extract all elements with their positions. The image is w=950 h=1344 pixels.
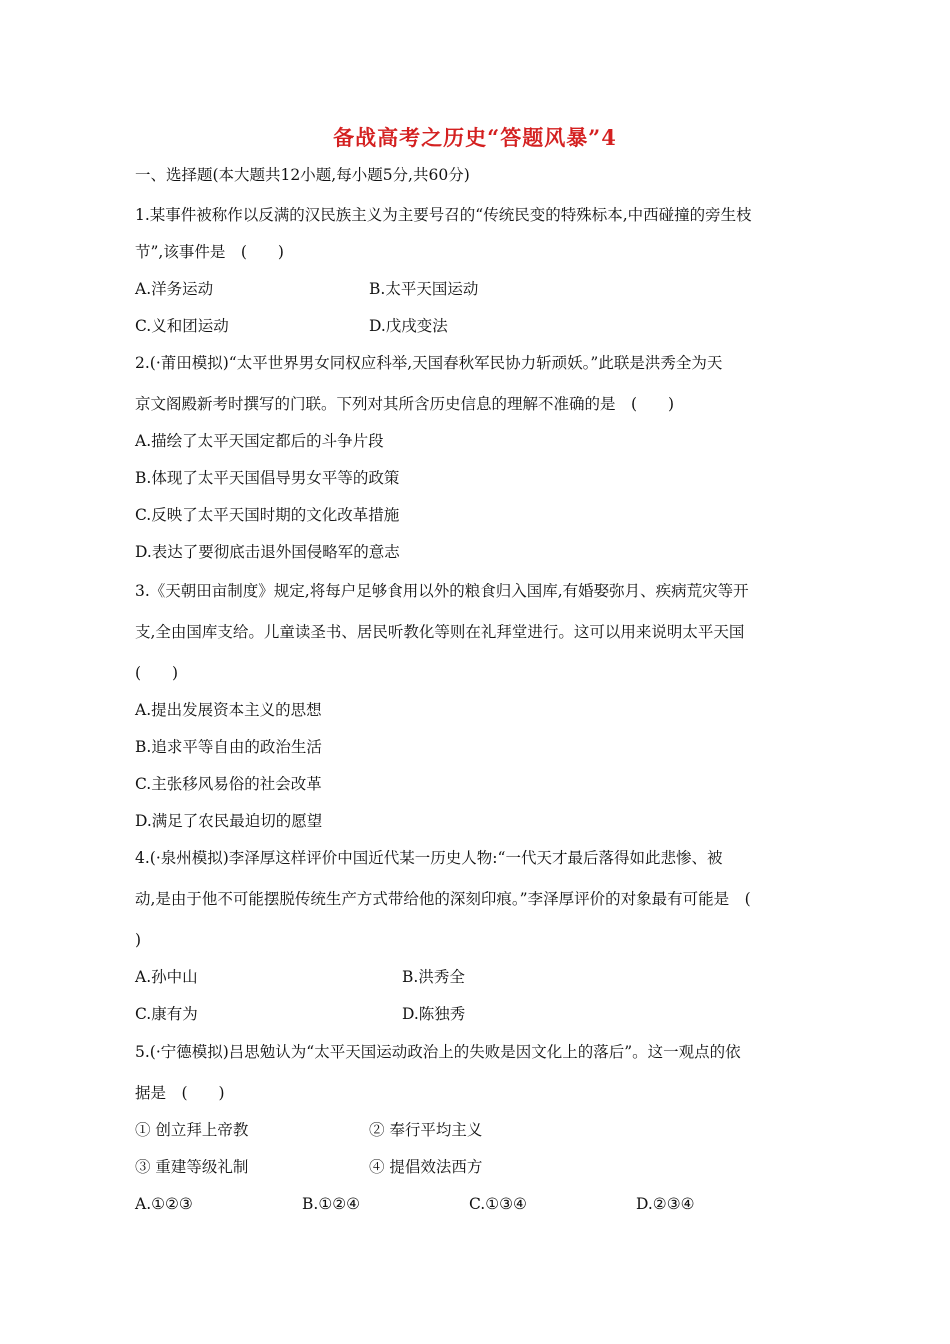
question-2-option-c: C.反映了太平天国时期的文化改革措施 — [135, 506, 400, 524]
question-1-option-d: D.戊戌变法 — [369, 317, 448, 335]
question-2-stem-line1: 2.(·莆田模拟)“太平世界男女同权应科举,天国春秋军民协力斩顽妖。”此联是洪秀全为天 — [135, 354, 723, 372]
question-5-option-d: D.②③④ — [636, 1195, 695, 1213]
question-1-option-b: B.太平天国运动 — [369, 280, 479, 298]
question-4-option-b: B.洪秀全 — [402, 968, 465, 986]
question-5-item-2: ② 奉行平均主义 — [369, 1121, 483, 1139]
question-5-option-a: A.①②③ — [135, 1195, 193, 1213]
question-3-stem-line2: 支,全由国库支给。儿童读圣书、居民听教化等则在礼拜堂进行。这可以用来说明太平天国 — [135, 623, 745, 641]
question-3-option-b: B.追求平等自由的政治生活 — [135, 738, 322, 756]
question-5-item-4: ④ 提倡效法西方 — [369, 1158, 483, 1176]
question-2-option-d: D.表达了要彻底击退外国侵略军的意志 — [135, 543, 400, 561]
question-3-stem-line3: ( ) — [135, 664, 179, 682]
question-1-stem-line2: 节”,该事件是 ( ) — [135, 243, 284, 261]
question-5-item-3: ③ 重建等级礼制 — [135, 1158, 249, 1176]
question-1-option-a: A.洋务运动 — [135, 280, 214, 298]
section-heading: 一、选择题(本大题共12小题,每小题5分,共60分) — [135, 166, 470, 184]
question-4-option-a: A.孙中山 — [135, 968, 198, 986]
question-3-option-c: C.主张移风易俗的社会改革 — [135, 775, 322, 793]
question-3-option-a: A.提出发展资本主义的思想 — [135, 701, 322, 719]
question-2-option-a: A.描绘了太平天国定都后的斗争片段 — [135, 432, 384, 450]
page-title: 备战高考之历史“答题风暴”4 — [333, 125, 617, 150]
question-4-stem-line2: 动,是由于他不可能摆脱传统生产方式带给他的深刻印痕。”李泽厚评价的对象最有可能是 ( — [135, 890, 751, 908]
question-4-option-c: C.康有为 — [135, 1005, 198, 1023]
question-1-option-c: C.义和团运动 — [135, 317, 229, 335]
question-1-stem-line1: 1.某事件被称作以反满的汉民族主义为主要号召的“传统民变的特殊标本,中西碰撞的旁生枝 — [135, 206, 752, 224]
question-4-stem-line3: ) — [135, 931, 142, 949]
question-5-item-1: ① 创立拜上帝教 — [135, 1121, 249, 1139]
question-5-option-b: B.①②④ — [302, 1195, 361, 1213]
question-5-option-c: C.①③④ — [469, 1195, 527, 1213]
question-5-stem-line2: 据是 ( ) — [135, 1084, 225, 1102]
question-2-option-b: B.体现了太平天国倡导男女平等的政策 — [135, 469, 400, 487]
question-3-option-d: D.满足了农民最迫切的愿望 — [135, 812, 323, 830]
question-4-stem-line1: 4.(·泉州模拟)李泽厚这样评价中国近代某一历史人物:“一代天才最后落得如此悲惨、被 — [135, 849, 723, 867]
question-4-option-d: D.陈独秀 — [402, 1005, 466, 1023]
question-5-stem-line1: 5.(·宁德模拟)吕思勉认为“太平天国运动政治上的失败是因文化上的落后”。这一观点的依 — [135, 1043, 741, 1061]
question-3-stem-line1: 3.《天朝田亩制度》规定,将每户足够食用以外的粮食归入国库,有婚娶弥月、疾病荒灾等开 — [135, 582, 749, 600]
question-2-stem-line2: 京文阁殿新考时撰写的门联。下列对其所含历史信息的理解不准确的是 ( ) — [135, 395, 675, 413]
